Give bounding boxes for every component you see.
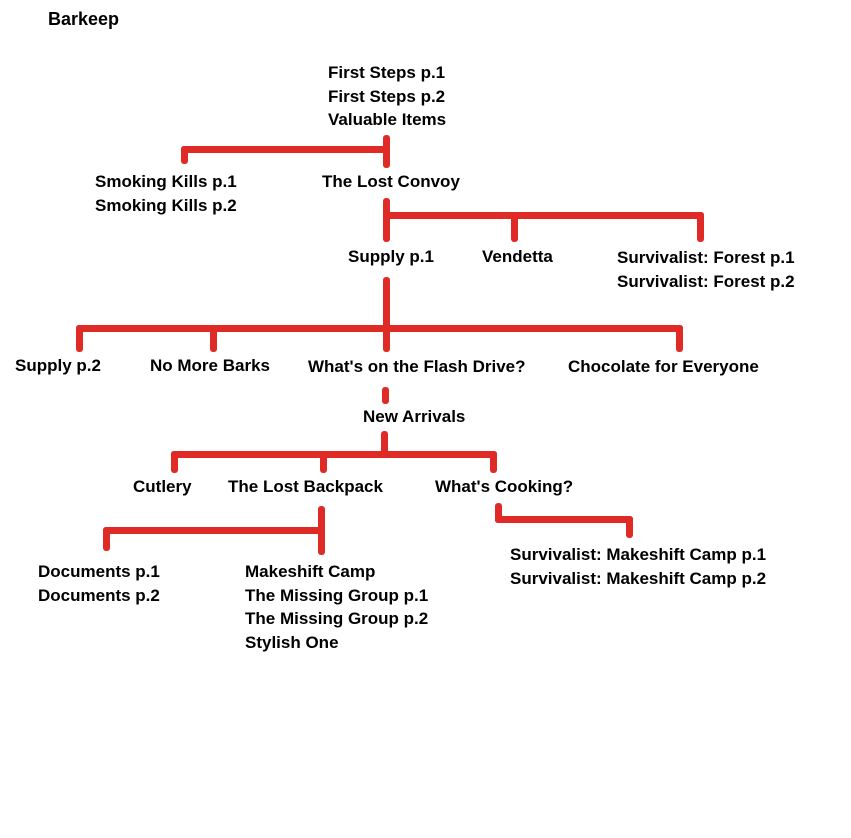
node-the-lost-backpack: The Lost Backpack (228, 477, 383, 496)
page-title: Barkeep (48, 9, 120, 29)
node-backpack-children-group (245, 560, 428, 654)
node-stylish-one: Stylish One (245, 632, 339, 652)
edge-convoy-hbar-line (383, 212, 704, 219)
edge-forest-tick-line (697, 212, 704, 242)
edge-backpack-hbar-line (103, 527, 325, 534)
node-supply-p2: Supply p.2 (15, 356, 101, 375)
node-first-steps-p1: First Steps p.1 (328, 63, 446, 82)
edge-root-hbar-line (181, 146, 390, 153)
edge-chocolate-tick-line (676, 325, 683, 352)
node-survivalist-forest-p2: Survivalist: Forest p.2 (617, 271, 795, 291)
node-the-missing-group-p2: The Missing Group p.2 (245, 609, 429, 628)
node-survivalist-forest-group (617, 246, 795, 293)
node-survivalist-makeshift-camp-p2: Survivalist: Makeshift Camp p.2 (510, 568, 767, 588)
node-valuable-items: Valuable Items (328, 110, 447, 129)
node-the-missing-group-p1: The Missing Group p.1 (245, 585, 429, 605)
node-smoking-kills-p2: Smoking Kills p.2 (95, 195, 237, 215)
edge-cutlery-tick-line (171, 451, 178, 473)
edge-smoking-tick-line (181, 146, 188, 164)
node-survivalist-forest-p1: Survivalist: Forest p.1 (617, 248, 795, 267)
edge-cooking-hbar-line (495, 516, 633, 523)
edge-supply1-hbar-line (76, 325, 683, 332)
edge-nomorebarks-tick-line (210, 325, 217, 352)
edge-supply2-tick-line (76, 325, 83, 352)
node-first-steps-p2: First Steps p.2 (328, 86, 446, 106)
edge-supply1-down-line (383, 277, 390, 352)
node-chocolate-for-everyone: Chocolate for Everyone (568, 357, 759, 376)
node-vendetta: Vendetta (482, 247, 553, 266)
node-new-arrivals: New Arrivals (363, 407, 466, 426)
edge-vendetta-tick-line (511, 212, 518, 242)
node-makeshift-camp: Makeshift Camp (245, 562, 376, 581)
edge-convoy-down-line (383, 198, 390, 242)
node-no-more-barks: No More Barks (150, 356, 270, 375)
edge-newarrivals-hbar-line (171, 451, 497, 458)
node-whats-on-the-flash-drive: What's on the Flash Drive? (308, 357, 526, 376)
node-supply-p1: Supply p.1 (348, 247, 434, 266)
node-cutlery: Cutlery (133, 477, 192, 496)
node-documents-group (38, 560, 160, 607)
node-smoking-group (95, 170, 237, 217)
edge-backpack-tick-line (320, 451, 327, 473)
node-whats-cooking: What's Cooking? (435, 477, 574, 496)
node-documents-p1: Documents p.1 (38, 562, 160, 581)
node-documents-p2: Documents p.2 (38, 585, 160, 605)
node-smoking-kills-p1: Smoking Kills p.1 (95, 172, 237, 191)
edge-flashdrive-newarrivals-line (382, 387, 389, 404)
edge-survivalistcamp-tick-line (626, 516, 633, 538)
node-root-group (328, 61, 446, 132)
edge-documents-tick-line (103, 527, 110, 551)
edge-cooking-tick-line (490, 451, 497, 473)
node-survivalist-camp-group (510, 543, 766, 590)
node-the-lost-convoy: The Lost Convoy (322, 172, 460, 191)
node-survivalist-makeshift-camp-p1: Survivalist: Makeshift Camp p.1 (510, 545, 767, 564)
